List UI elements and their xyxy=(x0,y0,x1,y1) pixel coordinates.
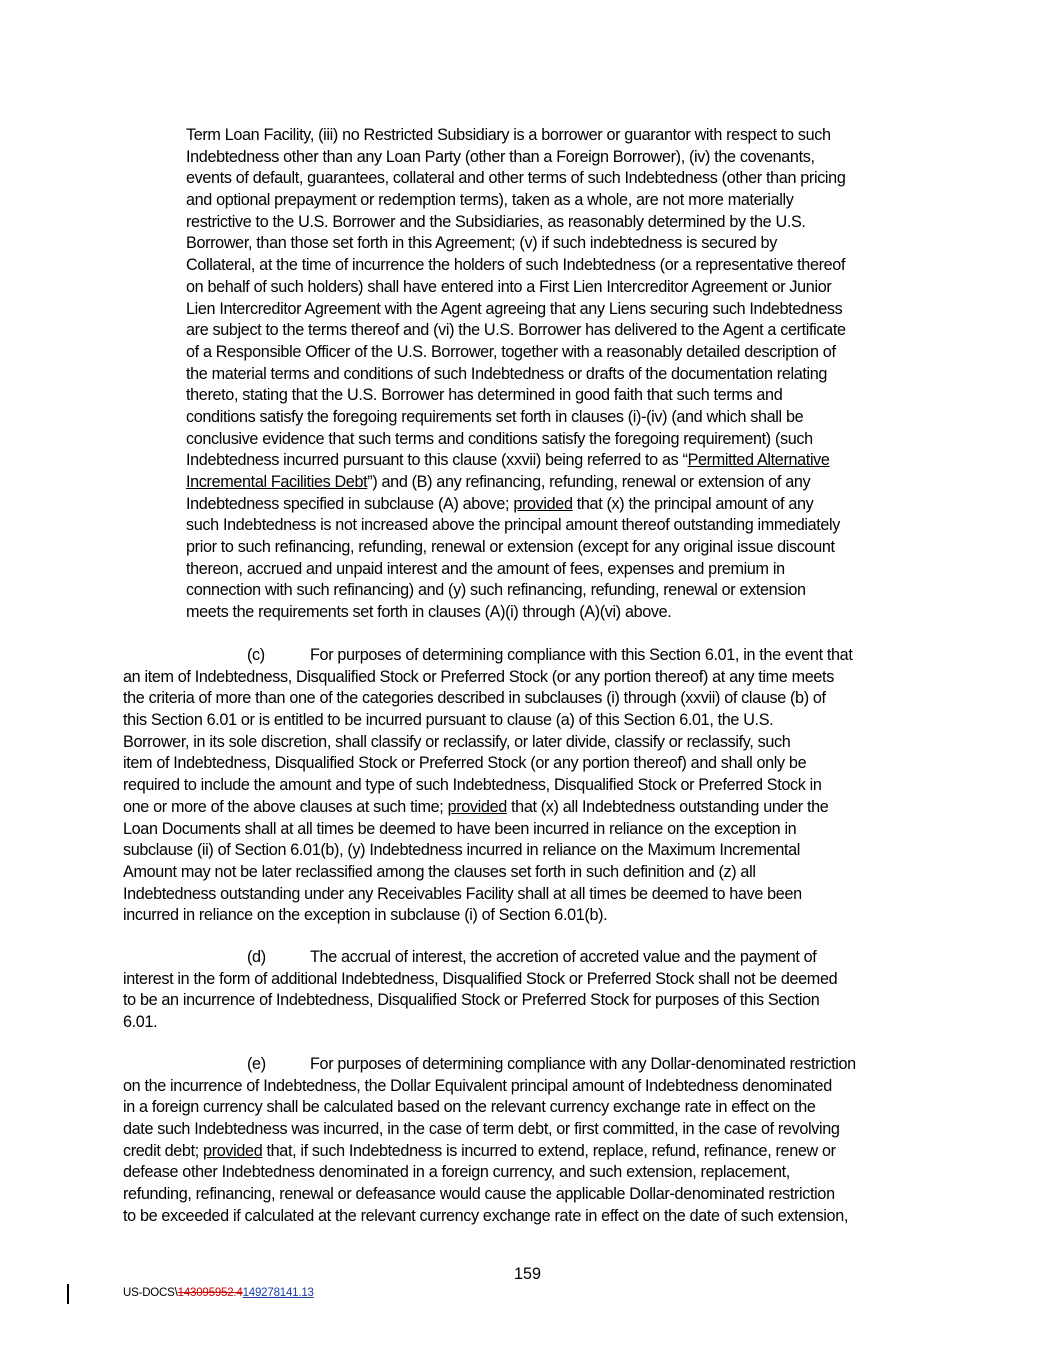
text-line: item of Indebtedness, Disqualified Stock or Preferred Stock (or any portion thereof) and shall only be xyxy=(123,754,807,773)
text-line: in a foreign currency shall be calculated based on the relevant currency exchange rate in effect on the xyxy=(123,1098,816,1117)
clause-marker: (c) xyxy=(247,646,265,664)
text-line xyxy=(123,645,852,667)
text-span: ”) and (B) any refinancing, refunding, renewal or extension of any xyxy=(367,473,811,491)
text-span: For purposes of determining compliance with any Dollar-denominated restriction xyxy=(310,1055,856,1073)
text-line: incurred in reliance on the exception in subclause (i) of Section 6.01(b). xyxy=(123,906,608,925)
text-line: of a Responsible Officer of the U.S. Borrower, together with a reasonably detailed description of xyxy=(186,342,836,361)
text-span: Indebtedness specified in subclause (A) above; xyxy=(186,494,514,513)
text-line: this Section 6.01 or is entitled to be incurred pursuant to clause (a) of this Section 6.01, the U.S. xyxy=(123,711,774,730)
text-line: subclause (ii) of Section 6.01(b), (y) Indebtedness incurred in reliance on the Maximum Incremental xyxy=(123,841,801,860)
text-line: restrictive to the U.S. Borrower and the Subsidiaries, as reasonably determined by the U.S. xyxy=(186,212,806,231)
text-line xyxy=(123,797,852,819)
text-line: on the incurrence of Indebtedness, the Dollar Equivalent principal amount of Indebtedness denominated xyxy=(123,1076,832,1095)
text-line: are subject to the terms thereof and (vi) the U.S. Borrower has delivered to the Agent a certificate xyxy=(186,321,846,340)
text-line: the criteria of more than one of the categories described in subclauses (i) through (xxvii) of clause (b) of xyxy=(123,689,826,708)
text-line: an item of Indebtedness, Disqualified Stock or Preferred Stock (or any portion thereof) at any time meets xyxy=(123,667,834,686)
text-line: Lien Intercreditor Agreement with the Agent agreeing that any Liens securing such Indebtedness xyxy=(186,299,843,318)
defined-term: Incremental Facilities Debt xyxy=(186,473,368,491)
text-span: For purposes of determining compliance with this Section 6.01, in the event that xyxy=(310,646,853,664)
text-line: such Indebtedness is not increased above the principal amount thereof outstanding immediately xyxy=(186,516,841,535)
text-line: thereon, accrued and unpaid interest and the amount of fees, expenses and premium in xyxy=(186,559,785,578)
text-line: Loan Documents shall at all times be deemed to have been incurred in reliance on the exception in xyxy=(123,819,797,838)
document-id-footer xyxy=(123,1287,314,1299)
page-number: 159 xyxy=(513,1265,541,1283)
paragraph-d xyxy=(123,947,837,1034)
provided-term: provided xyxy=(203,1141,263,1160)
paragraph-c xyxy=(123,645,852,927)
paragraph-e xyxy=(123,1054,856,1228)
text-line xyxy=(186,450,846,472)
defined-term: Permitted Alternative xyxy=(687,451,830,470)
text-line: connection with such refinancing) and (y) such refinancing, refunding, renewal or extension xyxy=(186,581,806,600)
clause-marker: (d) xyxy=(247,948,266,966)
text-line: conditions satisfy the foregoing requirements set forth in clauses (i)-(iv) (and which shall be xyxy=(186,407,804,426)
text-line: meets the requirements set forth in clauses (A)(i) through (A)(vi) above. xyxy=(186,603,672,622)
text-span: one or more of the above clauses at such time; xyxy=(123,797,448,816)
paragraph-clause-xxvii-continued xyxy=(186,125,846,624)
text-line: on behalf of such holders) shall have entered into a First Lien Intercreditor Agreement or Junior xyxy=(186,277,832,296)
text-line xyxy=(186,494,846,516)
text-span: that, if such Indebtedness is incurred to extend, replace, refund, refinance, renew or xyxy=(262,1141,836,1160)
text-line: Indebtedness other than any Loan Party (other than a Foreign Borrower), (iv) the covenants, xyxy=(186,147,815,166)
text-line: the material terms and conditions of such Indebtedness or drafts of the documentation relating xyxy=(186,364,828,383)
text-span: The accrual of interest, the accretion of accreted value and the payment of xyxy=(310,948,817,966)
text-line: Amount may not be later reclassified among the clauses set forth in such definition and (z) all xyxy=(123,862,756,881)
doc-id-inserted: 149278141.13 xyxy=(242,1287,314,1299)
text-line: conclusive evidence that such terms and conditions satisfy the foregoing requirement) (such xyxy=(186,429,813,448)
text-span: credit debt; xyxy=(123,1141,204,1160)
text-line xyxy=(186,472,846,494)
text-line: Borrower, in its sole discretion, shall classify or reclassify, or later divide, classify or reclassify, such xyxy=(123,732,791,751)
text-line: events of default, guarantees, collateral and other terms of such Indebtedness (other than pricing xyxy=(186,169,846,188)
text-line: required to include the amount and type of such Indebtedness, Disqualified Stock or Preferred Stock in xyxy=(123,776,822,795)
doc-id-deleted: 143095952.4 xyxy=(177,1287,243,1299)
text-line: thereto, stating that the U.S. Borrower has determined in good faith that such terms and xyxy=(186,386,783,405)
text-line: Collateral, at the time of incurrence the holders of such Indebtedness (or a representative thereof xyxy=(186,256,846,275)
text-line: to be exceeded if calculated at the relevant currency exchange rate in effect on the date of such extension, xyxy=(123,1206,849,1225)
text-span: Indebtedness incurred pursuant to this clause (xxvii) being referred to as “ xyxy=(186,451,688,470)
text-line: date such Indebtedness was incurred, in the case of term debt, or first committed, in the case of revolving xyxy=(123,1120,840,1139)
text-line xyxy=(123,1141,856,1163)
text-line: defease other Indebtedness denominated in a foreign currency, and such extension, replacement, xyxy=(123,1163,790,1182)
text-line: Borrower, than those set forth in this Agreement; (v) if such indebtedness is secured by xyxy=(186,234,777,253)
clause-marker: (e) xyxy=(247,1055,266,1073)
text-line: interest in the form of additional Indebtedness, Disqualified Stock or Preferred Stock shall not be deemed xyxy=(123,969,838,988)
text-line xyxy=(123,947,837,969)
provided-term: provided xyxy=(513,494,573,513)
text-line: prior to such refinancing, refunding, renewal or extension (except for any original issue discount xyxy=(186,538,835,557)
revision-change-bar xyxy=(67,1284,69,1304)
text-line xyxy=(123,1054,856,1076)
text-line: Term Loan Facility, (iii) no Restricted Subsidiary is a borrower or guarantor with respect to such xyxy=(186,126,831,144)
provided-term: provided xyxy=(447,797,507,816)
text-line: Indebtedness outstanding under any Receivables Facility shall at all times be deemed to have been xyxy=(123,884,802,903)
text-line: 6.01. xyxy=(123,1013,158,1032)
text-line: refunding, refinancing, renewal or defeasance would cause the applicable Dollar-denominated restriction xyxy=(123,1185,835,1204)
text-span: that (x) all Indebtedness outstanding under the xyxy=(506,797,829,816)
doc-id-prefix: US-DOCS\ xyxy=(123,1287,178,1299)
text-span: that (x) the principal amount of any xyxy=(572,494,814,513)
text-line: to be an incurrence of Indebtedness, Disqualified Stock or Preferred Stock for purposes of this Section xyxy=(123,991,820,1010)
text-line: and optional prepayment or redemption terms), taken as a whole, are not more materially xyxy=(186,191,794,210)
